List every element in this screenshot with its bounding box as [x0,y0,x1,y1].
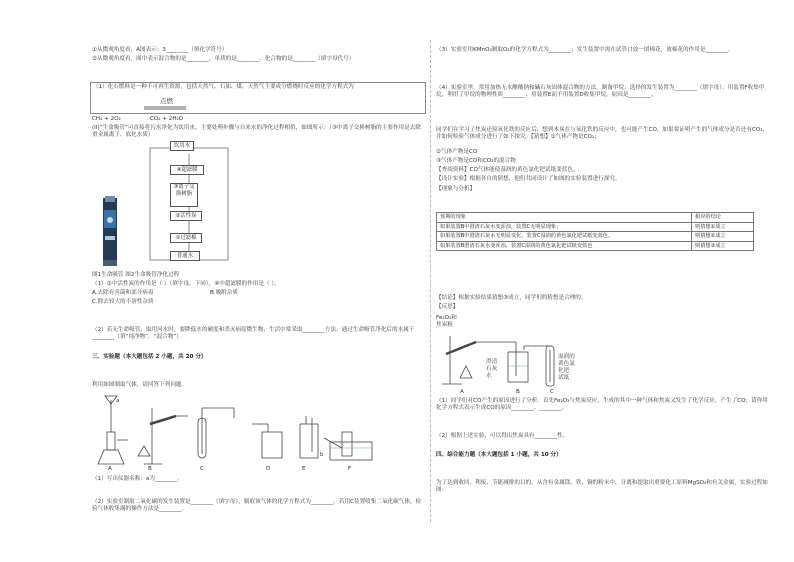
apparatus-label-d: D [266,466,271,472]
inquiry-intro: 同学们在学习了焦炭还原氧化铁的反应后，想到木炭在与氧化铁的反应中，也可能产生CO，如果要证明产生的气体成分是否还有CO₂，并如何检验气体成分进行了如下探究。【猜想】①气体产物是CO₂； [436,127,769,140]
hypothesis-2: ②气体产物是CO [436,149,478,155]
final-question: 为了达到收回、利废、节能减排的目的，从含有金属镁、铁、铜的粉末中，分离和提取出重要化工原料MgSO₄和有关金属，实验过程如图： [436,480,768,493]
flow-filter-cotton: ①过滤棉 [170,233,202,243]
table-cell: 则猜想③成立 [692,241,754,251]
experiment-design: 【设计实验】根据各自的猜想，他们共同设计了如图的实验装置进行探究。 [436,176,621,182]
label-a: a [116,398,120,404]
section-4-heading: 四、综合能力题（本大题包括 1 小题，共 10 分） [436,452,562,458]
water-intro: (II)“生命吸管”可直接将污水净化为饮用水，主要处理步骤与自来水的净化过程相似，如图所示：（③中离子交换树脂的主要作用是去除重金属离子、软化水质） [92,125,421,138]
question-exp-2: （2）实验室制取二氧化碳的发生装置是________（填字母），制取该气体的化学方程式为________，若用C装置收集二氧化碳气体，检验气体收集满的操作方法是________。 [92,499,422,512]
table-header-phenomenon: 预期的现象 [437,213,692,223]
question-reflect-1: （1）同学们对CO产生的原因进行了分析：首先Fe₂O₃与焦炭反应，生成的其中一种气体和焦炭又发生了化学反应，产生了CO；请你用化学方程式表示生成CO的原因________、________。 [436,398,768,411]
reaction-condition: 点燃 [160,97,173,105]
gas-apparatus-figure [92,388,382,468]
conclusion-table [436,212,754,251]
apparatus-label-f: F [348,466,352,472]
paper-label-2: 黄色氯 [558,361,575,367]
question-water-1: （1）②中活性炭的作用是（ ）（填字母，下同），④中超滤膜的作用是（ ）。 [92,281,280,287]
table-row [437,232,754,242]
paper-label-3: 化钯 [558,368,570,374]
life-straw-image [96,150,126,270]
table-cell: 如果装置B中澄清石灰水变浑浊，装置C无明显现象； [437,222,692,232]
flow-ultrafiltration: ④超滤膜 [170,165,204,175]
sample-label-1: Fe₂O₃和 [436,315,457,321]
option-a: A.去除有害菌和部分病毒 [92,290,154,296]
table-cell: 则猜想②成立 [692,232,754,242]
option-b: B.吸附杂质 [210,290,238,296]
experiment-intro: 利用如图制取气体，请回答下列问题。 [92,382,188,388]
apparatus-label-e: E [302,466,306,472]
label-b: b [320,452,324,458]
limewater-label-3: 水 [486,373,492,379]
equation-right: CO₂ + 2H₂O [150,116,184,122]
table-cell: 则猜想①成立 [692,222,754,232]
table-header-conclusion: 相应的结论 [692,213,754,223]
reaction-arrow [90,97,426,120]
question-exp-3: （3）实验室用KMnO₄制取O₂的化学方程式为________；发生装置中需在试管口放一团棉花，放棉花的作用是________。 [436,47,734,53]
flow-activated-carbon: ②活性炭 [170,211,202,221]
table-cell: 如果装置B中澄清石灰水无明显变化，装置C湿润的黄色氯化钯试纸变蓝色。 [437,232,692,242]
fuel-intro: （1）化石燃料是一种不可再生资源，包括天然气、石油、煤，天然气主要成分燃烧时反应的化学方程式为 [93,84,354,90]
hypothesis-3: ③气体产物是CO和CO₂的混合物 [436,158,516,164]
question-reflect-2: （2）根据上述实验，可以得出焦炭具有________性。 [436,433,569,439]
paper-label-4: 试纸 [558,375,570,381]
table-header-row [437,213,754,223]
question-water-2: （2）若无生命吸管，取用河水时，要降低水的硬度和杀灭病原微生物，生活中常采取________方法。通过生命吸管净化后的水属于________（填“纯净物”、“混合物”） [92,327,415,340]
limewater-label-2: 石灰 [486,366,498,372]
apparatus2-label-a: A [460,389,464,395]
table-cell: 如果装置B澄清石灰水变浑浊，装置C湿润的黄色氯化钯试纸变蓝色 [437,241,692,251]
apparatus2-label-c: C [550,389,554,395]
apparatus-label-a: A [108,466,112,472]
flow-drinking-water: 饮用水 [170,141,194,151]
limewater-label-1: 澄清 [486,359,498,365]
question-micro-a: ①从微观角度看，A图表示：3________（填化学符号） [92,47,228,53]
apparatus2-label-b: B [516,389,520,395]
conclusion-text: 【结论】根据实验结果猜想③成立，同学们的猜想是合理的。 [436,295,587,301]
paper-label-1: 湿润的 [558,354,575,360]
figure-caption: 图1生命吸管 图2生命吸管净化过程 [92,272,180,278]
section-3-heading: 三、实验题（本大题包括 2 小题，共 20 分） [92,354,207,360]
phenomenon-heading: 【现象与分析】 [436,186,476,192]
option-c: C.除去较大的不溶性杂质 [92,299,154,305]
table-row [437,222,754,232]
sample-label-2: 焦炭粉 [436,322,453,328]
apparatus-label-b: B [148,466,152,472]
reference-info: 【查阅资料】CO气体能使湿润的黄色氯化钯试纸变蓝色。 [436,167,579,173]
flow-ion-exchange: ③离子交换树脂 [170,183,198,207]
column-divider [430,40,431,522]
table-row [437,241,754,251]
apparatus-label-c: C [200,466,204,472]
question-exp-1: （1）写出仪器名称：a为________。 [92,476,183,482]
question-exp-4: （4）实验室里，常用加热无水醋酸钠和碱石灰固体混合物的方法，制备甲烷。选择的发生装置为________（填字母）。用装置F收集甲烷，利用了甲烷的物理性质________；用装置E而不用装置D收集甲烷，原因是________。 [436,85,765,98]
equation-left: CH₄ + 2O₂ [92,116,121,122]
reflection-heading: 【反思】 [436,304,459,310]
flow-ordinary-water: 普通水 [170,251,200,261]
question-micro-b: ②从微观角度看，图中表示混合物的是________，单质的是________，化合物的是________（填字母代号） [92,56,355,62]
